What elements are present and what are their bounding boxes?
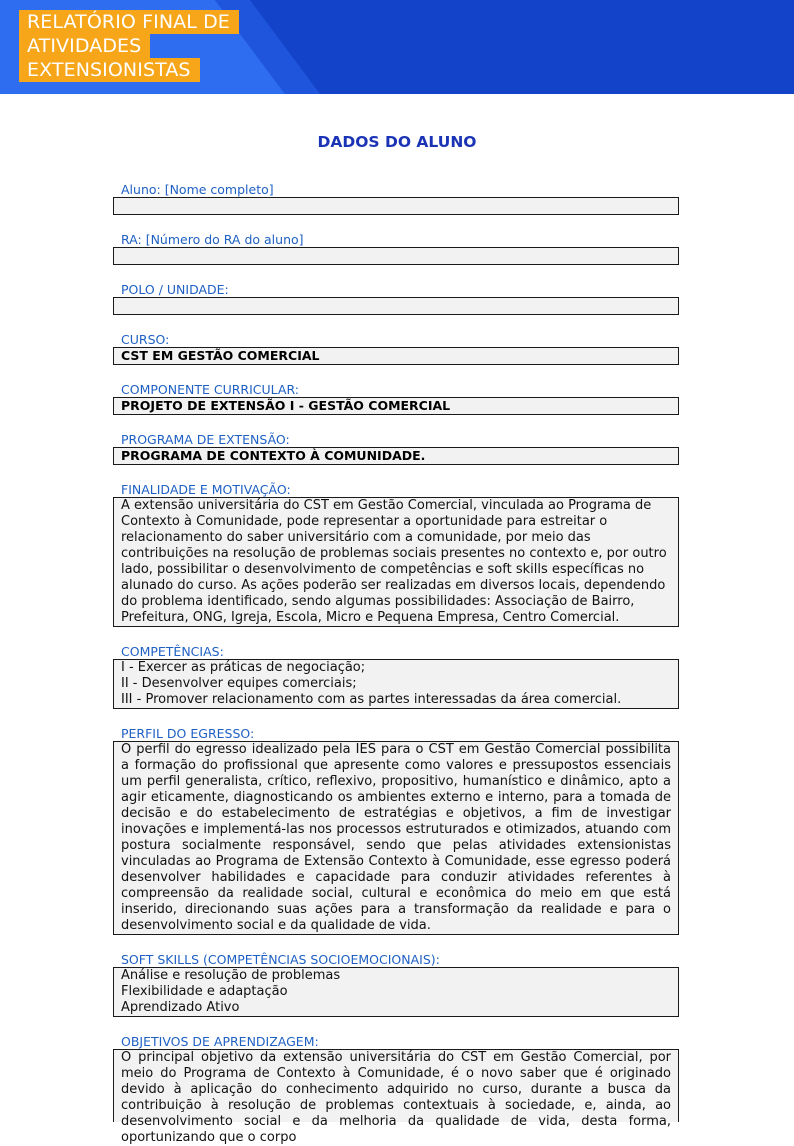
report-title-line-1: RELATÓRIO FINAL DE bbox=[19, 10, 239, 34]
finalidade-label: FINALIDADE E MOTIVAÇÃO: bbox=[121, 482, 291, 497]
polo-field[interactable] bbox=[113, 297, 679, 315]
curso-field[interactable] bbox=[113, 347, 679, 365]
polo-label: POLO / UNIDADE: bbox=[121, 282, 229, 297]
objetivos-text: O principal objetivo da extensão universitária do CST em Gestão Comercial, por meio do Programa de Contexto à Comunidade, é o novo saber que é originado devido à aplicação do conhecimento adquirido no curso, durante a busca da contribuição à resolução de problemas contextuais à sociedade, e, ainda, ao desenvolvimento social e da melhoria da qualidade de vida, desta forma, oportunizando que o corpo bbox=[121, 1050, 671, 1145]
soft-skills-label: SOFT SKILLS (COMPETÊNCIAS SOCIOEMOCIONAIS): bbox=[121, 952, 440, 967]
finalidade-text: A extensão universitária do CST em Gestão Comercial, vinculada ao Programa de Contexto à Comunidade, pode representar a oportunidade para estreitar o relacionamento do saber universitário com a comunidade, por meio das contribuições na resolução de problemas sociais presentes no contexto e, por outro lado, possibilitar o desenvolvimento de competências e soft skills específicas no alunado do curso. As ações poderão ser realizadas em diversos locais, dependendo do problema identificado, sendo algumas possibilidades: Associação de Bairro, Prefeitura, ONG, Igreja, Escola, Micro e Pequena Empresa, Centro Comercial. bbox=[121, 498, 667, 625]
objetivos-label: OBJETIVOS DE APRENDIZAGEM: bbox=[121, 1034, 319, 1049]
perfil-field[interactable] bbox=[113, 741, 679, 935]
report-title-line-3: EXTENSIONISTAS bbox=[19, 58, 200, 82]
curso-value: CST EM GESTÃO COMERCIAL bbox=[121, 348, 320, 363]
competencia-item: I - Exercer as práticas de negociação; bbox=[121, 660, 366, 675]
componente-value: PROJETO DE EXTENSÃO I - GESTÃO COMERCIAL bbox=[121, 398, 451, 413]
aluno-label: Aluno: [Nome completo] bbox=[121, 182, 274, 197]
report-title bbox=[19, 10, 239, 82]
section-title: DADOS DO ALUNO bbox=[317, 133, 477, 151]
objetivos-field[interactable] bbox=[113, 1049, 679, 1145]
perfil-label: PERFIL DO EGRESSO: bbox=[121, 726, 255, 741]
soft-skill-item: Flexibilidade e adaptação bbox=[121, 984, 288, 999]
soft-skills-field[interactable] bbox=[113, 967, 679, 1017]
programa-value: PROGRAMA DE CONTEXTO À COMUNIDADE. bbox=[121, 448, 426, 463]
report-title-line-2: ATIVIDADES bbox=[19, 34, 150, 58]
finalidade-field[interactable] bbox=[113, 497, 679, 627]
header-banner bbox=[0, 0, 794, 94]
perfil-text: O perfil do egresso idealizado pela IES para o CST em Gestão Comercial possibilita a formação do profissional que apresente como valores e pressupostos essenciais um perfil generalista, crítico, reflexivo, propositivo, humanístico e dinâmico, apto a agir eticamente, diagnosticando os ambientes externo e interno, para a tomada de decisão e do estabelecimento de estratégias e objetivos, a fim de investigar inovações e implementá-las nos processos estruturados e otimizados, atuando com postura socialmente responsável, sendo que pelas atividades extensionistas vinculadas ao Programa de Extensão Contexto à Comunidade, esse egresso poderá desenvolver habilidades e capacidade para conduzir atividades referentes à compreensão da realidade social, cultural e econômica do meio em que está inserido, direcionando suas ações para a transformação da realidade e para o desenvolvimento social e da qualidade de vida. bbox=[121, 742, 671, 933]
aluno-field[interactable] bbox=[113, 197, 679, 215]
soft-skill-item: Aprendizado Ativo bbox=[121, 1000, 240, 1015]
ra-field[interactable] bbox=[113, 247, 679, 265]
curso-label: CURSO: bbox=[121, 332, 170, 347]
programa-label: PROGRAMA DE EXTENSÃO: bbox=[121, 432, 290, 447]
competencia-item: II - Desenvolver equipes comerciais; bbox=[121, 676, 357, 691]
competencias-field[interactable] bbox=[113, 659, 679, 709]
soft-skill-item: Análise e resolução de problemas bbox=[121, 968, 341, 983]
competencias-label: COMPETÊNCIAS: bbox=[121, 644, 224, 659]
programa-field[interactable] bbox=[113, 447, 679, 465]
componente-field[interactable] bbox=[113, 397, 679, 415]
ra-label: RA: [Número do RA do aluno] bbox=[121, 232, 304, 247]
competencia-item: III - Promover relacionamento com as partes interessadas da área comercial. bbox=[121, 692, 622, 707]
componente-label: COMPONENTE CURRICULAR: bbox=[121, 382, 299, 397]
